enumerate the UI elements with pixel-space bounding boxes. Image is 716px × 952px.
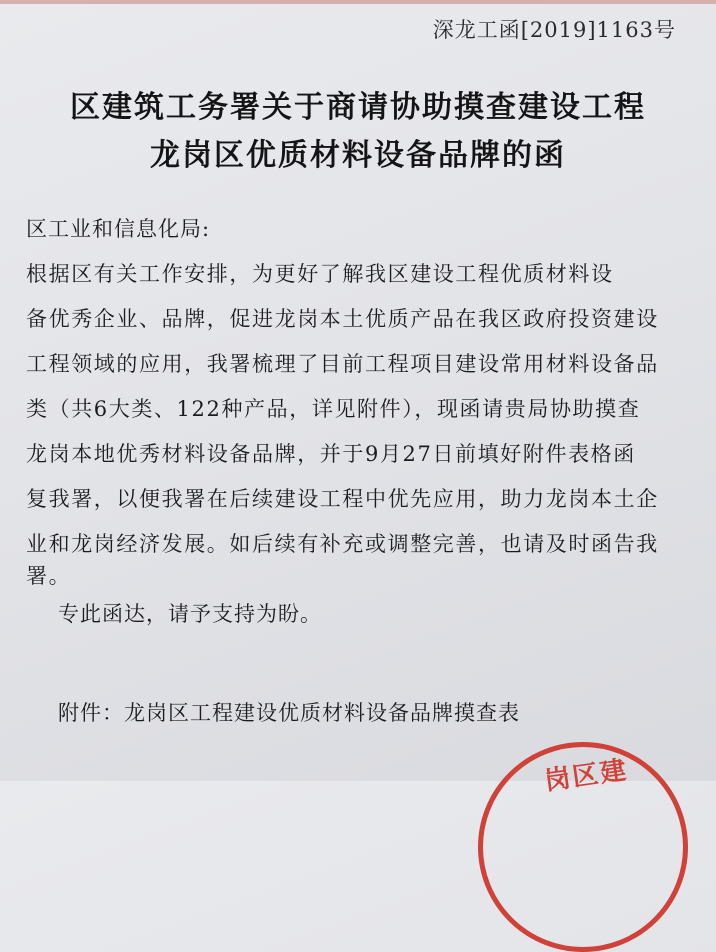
seal-text: 岗区建 [542,755,631,797]
body-line: 根据区有关工作安排，为更好了解我区建设工程优质材料设 [26,262,614,286]
title-line-2: 龙岗区优质材料设备品牌的函 [150,138,566,173]
official-seal [478,742,688,952]
body-line: 署。 [26,564,72,588]
body-line: 工程领域的应用，我署梳理了目前工程项目建设常用材料设备品 [26,352,659,376]
body-line: 类（共6大类、122种产品，详见附件），现函请贵局协助摸查 [26,397,641,421]
addressee: 区工业和信息化局: [26,217,211,241]
title-line-1: 区建筑工务署关于商请协助摸查建设工程 [70,90,646,125]
body-line: 龙岗本地优秀材料设备品牌，并于9月27日前填好附件表格函 [26,442,636,466]
body-line: 业和龙岗经济发展。如后续有补充或调整完善，也请及时函告我 [26,532,659,556]
body-line: 备优秀企业、品牌，促进龙岗本土优质产品在我区政府投资建设 [26,307,659,331]
top-red-rule [0,0,716,4]
closing-line: 专此函达，请予支持为盼。 [58,602,322,626]
body-line: 复我署，以便我署在后续建设工程中优先应用，助力龙岗本土企 [26,487,659,511]
attachment-note: 附件：龙岗区工程建设优质材料设备品牌摸查表 [58,701,520,725]
document-number: 深龙工函[2019]1163号 [432,18,676,42]
